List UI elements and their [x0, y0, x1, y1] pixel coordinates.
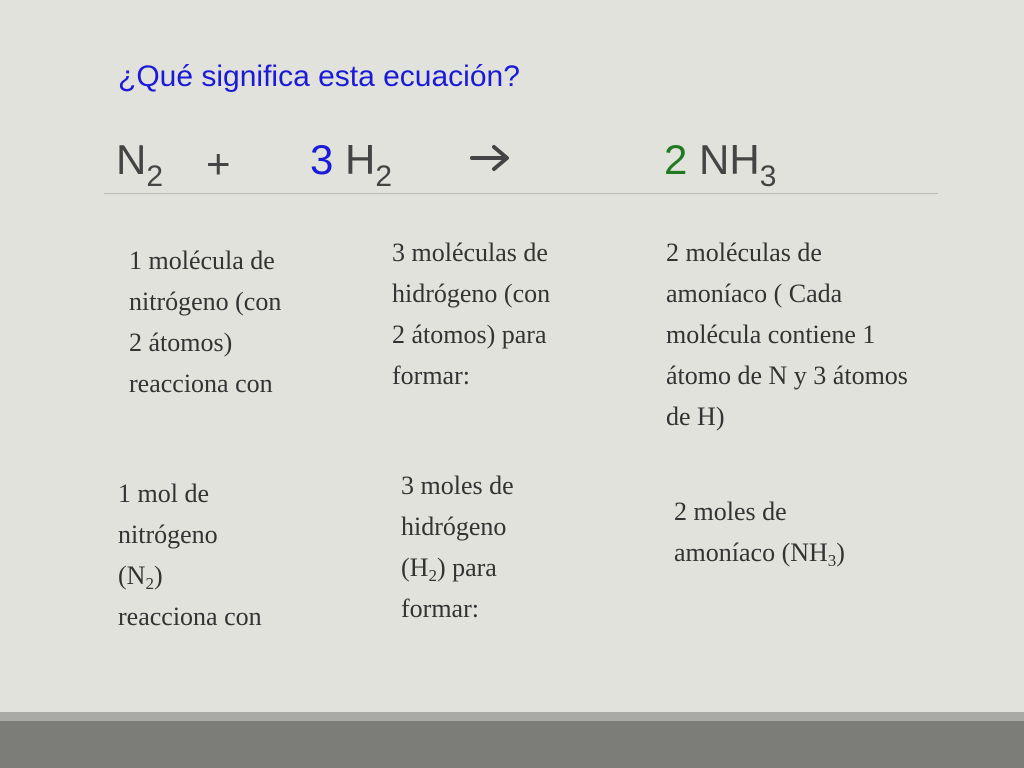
arrow-right-icon [470, 143, 512, 173]
hydrogen-moles-text: 3 moles de hidrógeno $(H_2)$ para formar: [401, 471, 514, 623]
equation-plus-sign: + [206, 140, 231, 187]
equation-reactant-hydrogen: 3 $H_2$ [310, 136, 393, 193]
footer-band-light [0, 712, 1024, 721]
equation-reactant-nitrogen: $N_2$ [116, 136, 164, 193]
footer-band-dark [0, 721, 1024, 768]
slide-title: ¿Qué significa esta ecuación? [118, 60, 520, 93]
hydrogen-molecules-text: 3 moléculas de hidrógeno (con 2 átomos) para formar: [392, 238, 551, 390]
nitrogen-molecules-text: 1 molécula de nitrógeno (con 2 átomos) reacciona con [129, 246, 282, 398]
divider-line [104, 193, 938, 194]
nitrogen-moles-text: 1 mol de nitrógeno $(N_2)$ reacciona con [118, 479, 262, 631]
ammonia-moles-text: 2 moles de amoníaco $(NH_3)$ [674, 497, 845, 570]
equation-product-ammonia: 2 $NH_3$ [664, 136, 777, 193]
ammonia-molecules-text: 2 moléculas de amoníaco ( Cada molécula contiene 1 átomo de N y 3 átomos de H) [666, 238, 908, 431]
